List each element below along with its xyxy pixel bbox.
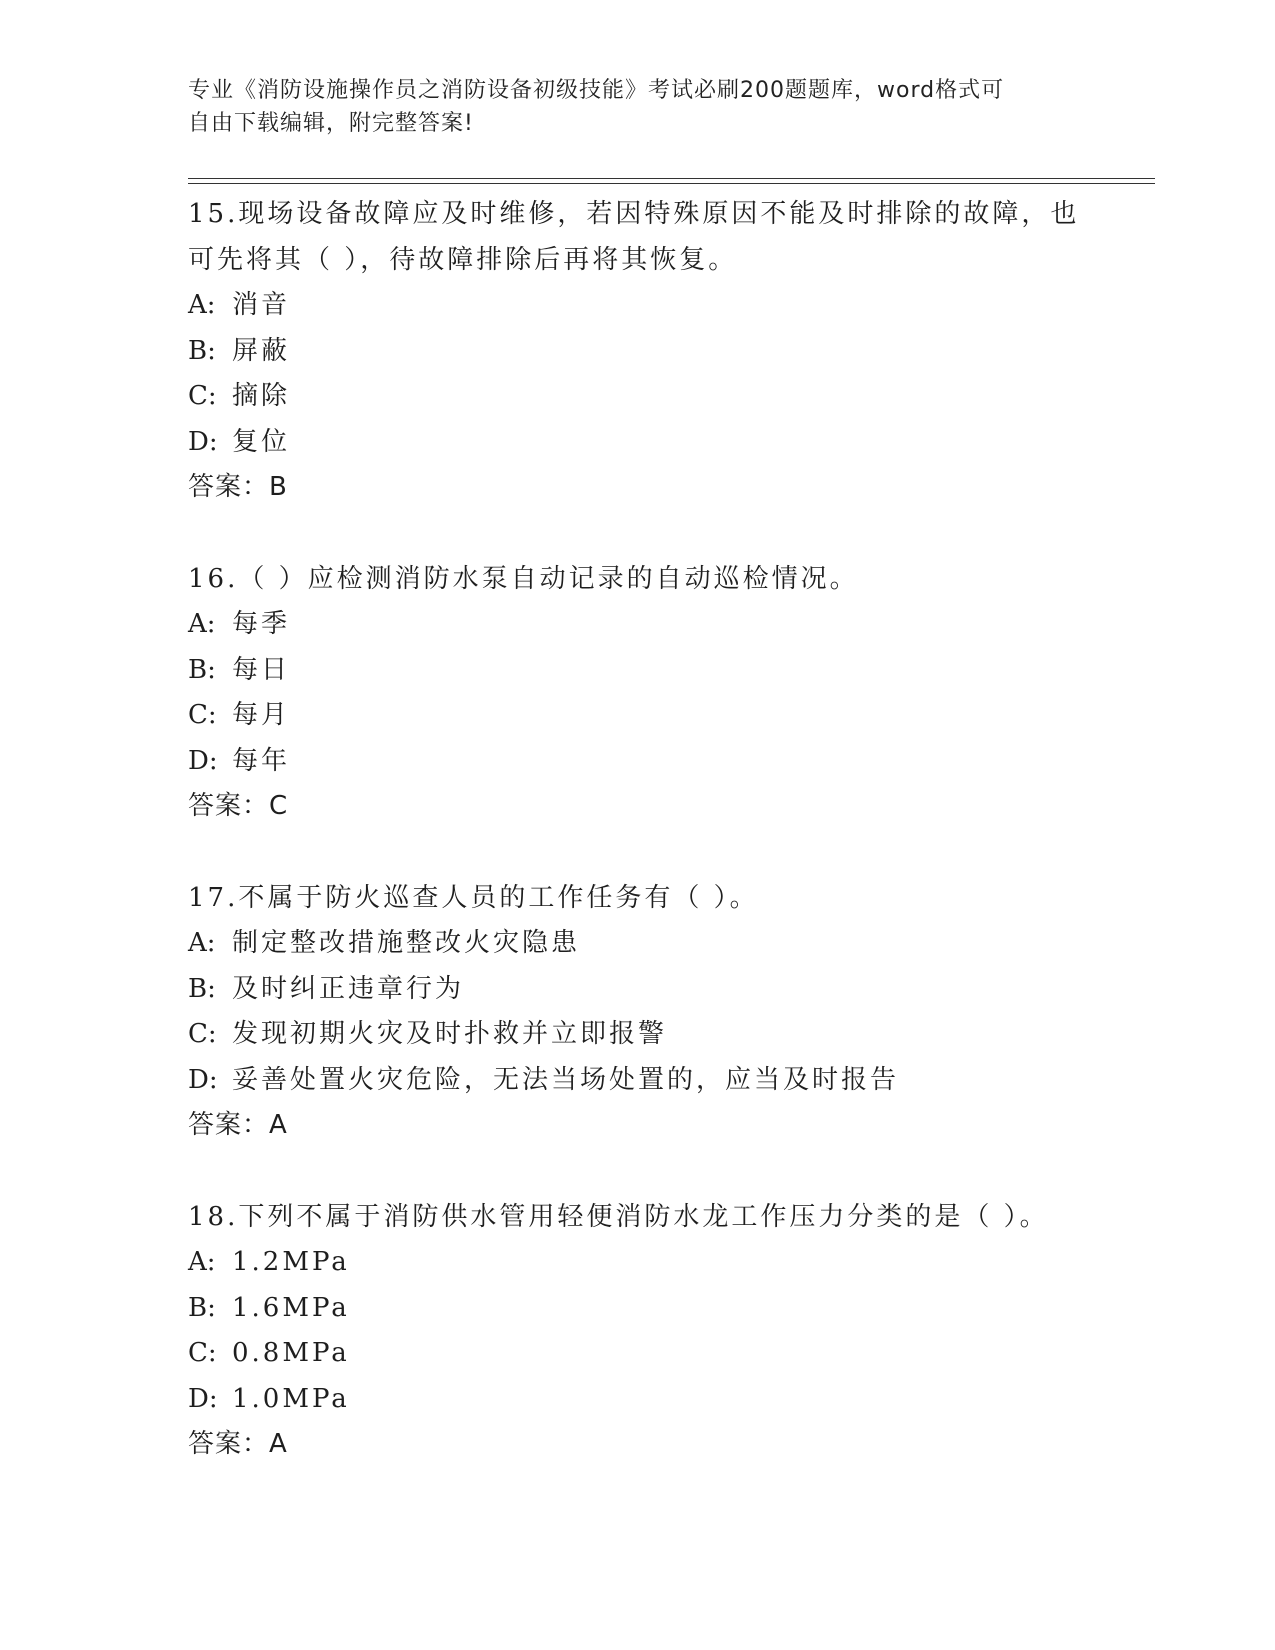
option-key: D: [188, 745, 218, 776]
option-text: 及时纠正违章行为 [232, 973, 465, 1004]
option-text: 屏蔽 [232, 335, 291, 366]
option-key: B: [188, 335, 216, 366]
option-key: D: [188, 1064, 218, 1095]
option-key: C: [188, 381, 217, 411]
option-text: 发现初期火灾及时扑救并立即报警 [232, 1019, 668, 1049]
answer-label: 答案： [188, 1429, 270, 1459]
option-c [188, 1331, 1088, 1377]
option-a [188, 283, 1088, 329]
option-key: B: [188, 973, 216, 1004]
answer-label: 答案： [188, 472, 270, 502]
answer-value: A [269, 1429, 288, 1459]
question-text-line: 17.不属于防火巡查人员的工作任务有（ ）。 [188, 882, 759, 913]
option-key: B: [188, 654, 216, 685]
option-b [188, 1286, 1088, 1332]
option-text: 消音 [232, 290, 291, 320]
question-15 [188, 192, 1088, 511]
option-d [188, 1377, 1088, 1423]
option-b [188, 648, 1088, 694]
answer-label: 答案： [188, 1110, 270, 1140]
answer-line [188, 784, 1088, 830]
answer-value: A [269, 1110, 288, 1140]
option-a [188, 1240, 1088, 1286]
option-text: 制定整改措施整改火灾隐患 [232, 928, 581, 958]
option-key: D: [188, 426, 218, 457]
option-key: A: [188, 290, 216, 320]
option-a [188, 921, 1088, 967]
option-d [188, 739, 1088, 785]
answer-value: B [269, 472, 288, 502]
option-c [188, 374, 1088, 420]
option-text: 1.6MPa [232, 1292, 350, 1323]
option-text: 摘除 [232, 381, 291, 411]
answer-label: 答案： [188, 791, 270, 821]
question-text-line: 18.下列不属于消防供水管用轻便消防水龙工作压力分类的是（ ）。 [188, 1201, 1049, 1232]
option-key: B: [188, 1292, 216, 1323]
option-text: 每日 [232, 654, 291, 685]
option-d [188, 1058, 1088, 1104]
option-key: C: [188, 1338, 217, 1368]
answer-line [188, 1422, 1088, 1468]
header-line-1: 专业《消防设施操作员之消防设备初级技能》考试必刷200题题库，word格式可 [188, 78, 1005, 103]
option-text: 复位 [232, 426, 291, 457]
option-key: C: [188, 700, 217, 730]
option-b [188, 967, 1088, 1013]
answer-value: C [269, 791, 289, 821]
header-divider-top [188, 178, 1155, 179]
answer-line [188, 465, 1088, 511]
question-18 [188, 1195, 1088, 1468]
question-16 [188, 557, 1088, 830]
question-17 [188, 876, 1088, 1149]
option-text: 1.2MPa [232, 1247, 350, 1277]
question-text-line: 16.（ ）应检测消防水泵自动记录的自动巡检情况。 [188, 563, 859, 594]
option-text: 0.8MPa [232, 1338, 350, 1368]
option-text: 每季 [232, 609, 291, 639]
option-text: 1.0MPa [232, 1383, 350, 1414]
option-d [188, 420, 1088, 466]
option-text: 每月 [232, 700, 291, 730]
option-c [188, 693, 1088, 739]
option-key: D: [188, 1383, 218, 1414]
question-text-line: 15.现场设备故障应及时维修，若因特殊原因不能及时排除的故障，也 [188, 199, 1080, 229]
option-c [188, 1012, 1088, 1058]
option-b [188, 329, 1088, 375]
option-key: C: [188, 1019, 217, 1049]
option-key: A: [188, 928, 216, 958]
question-list [188, 192, 1088, 1514]
option-a [188, 602, 1088, 648]
option-key: A: [188, 1247, 216, 1277]
option-text: 每年 [232, 745, 291, 776]
option-text: 妥善处置火灾危险，无法当场处置的，应当及时报告 [232, 1064, 900, 1095]
header-divider-bottom [188, 183, 1155, 184]
option-key: A: [188, 609, 216, 639]
document-header [188, 74, 1068, 140]
question-text-line: 可先将其（ ），待故障排除后再将其恢复。 [188, 244, 738, 275]
header-line-2: 自由下载编辑，附完整答案! [188, 111, 474, 136]
answer-line [188, 1103, 1088, 1149]
